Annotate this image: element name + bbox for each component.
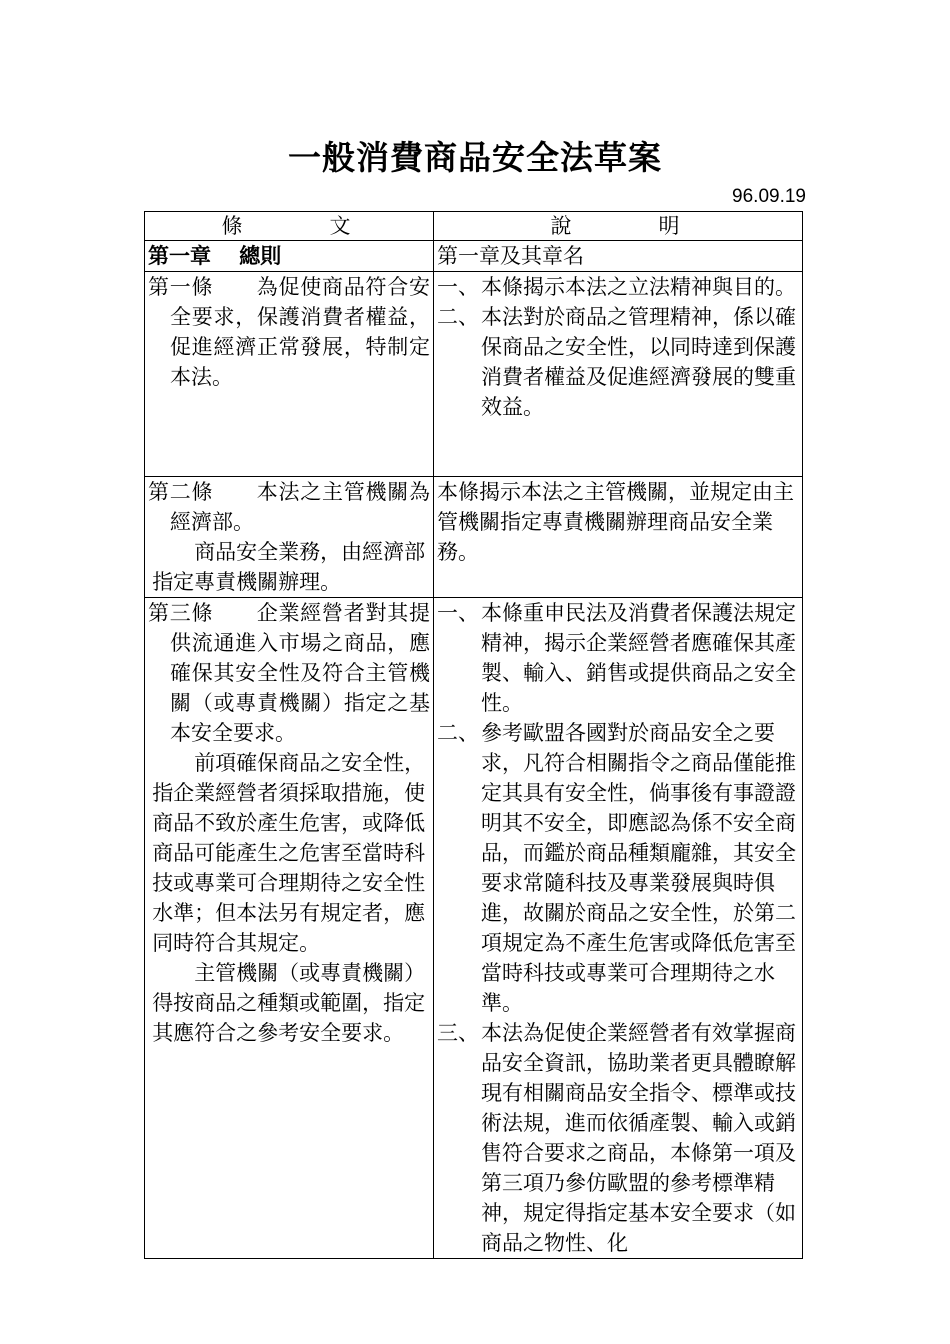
explanation-cell: [434, 477, 803, 598]
article-paragraph: 前項確保商品之安全性，指企業經營者須採取措施，使商品不致於產生危害，或降低商品可能產生之危害至當時科技或專業可合理期待之安全性水準；但本法另有規定者，應同時符合其規定。: [152, 751, 426, 955]
article-paragraph: 主管機關（或專責機關）得按商品之種類或範圍，指定其應符合之參考安全要求。: [152, 961, 426, 1045]
table-row: [145, 598, 803, 1259]
explanation-item: 二、 參考歐盟各國對於商品安全之要求，凡符合相關指令之商品僅能推定其具有安全性，倘事後有事證證明其不安全，即應認為係不安全商品，而鑑於商品種類龐雜，其安全要求常隨科技及專業發展與時俱進，故關於商品之安全性，於第二項規定為不產生危害或降低危害至當時科技或專業可合理期待之水準。: [437, 721, 796, 1015]
table-header-row: [145, 212, 803, 241]
comparison-table: [144, 211, 803, 1259]
explanation-cell: [434, 598, 803, 1259]
table-row: [145, 477, 803, 598]
chapter-explanation: 第一章及其章名: [434, 241, 803, 272]
explanation-item: 一、 本條重申民法及消費者保護法規定精神，揭示企業經營者應確保其產製、輸入、銷售或提供商品之安全性。: [437, 601, 796, 715]
explanation-item: 一、 本條揭示本法之立法精神與目的。: [437, 275, 796, 299]
article-text: 第二條 本法之主管機關為經濟部。: [148, 480, 430, 534]
header-provisions: 條 文: [145, 212, 434, 241]
table-row: [145, 272, 803, 477]
explanation-text: 本條揭示本法之主管機關，並規定由主管機關指定專責機關辦理商品安全業務。: [437, 480, 794, 564]
article-paragraph: 商品安全業務，由經濟部指定專責機關辦理。: [152, 540, 426, 594]
article-text: 第一條 為促使商品符合安全要求，保護消費者權益，促進經濟正常發展，特制定本法。: [148, 275, 430, 389]
explanation-cell: [434, 272, 803, 477]
article-text: 第三條 企業經營者對其提供流通進入市場之商品，應確保其安全性及符合主管機關（或專責機關）指定之基本安全要求。: [148, 601, 430, 745]
document-date: 96.09.19: [732, 186, 806, 207]
article-cell: [145, 477, 434, 598]
article-cell: [145, 598, 434, 1259]
article-cell: [145, 272, 434, 477]
document-title: 一般消費商品安全法草案: [288, 138, 662, 177]
chapter-title: 第一章 總則: [145, 241, 434, 272]
chapter-row: [145, 241, 803, 272]
explanation-item: 三、 本法為促使企業經營者有效掌握商品安全資訊，協助業者更具體瞭解現有相關商品安全指令、標準或技術法規，進而依循產製、輸入或銷售符合要求之商品，本條第一項及第三項乃參仿歐盟的參考標準精神，規定得指定基本安全要求（如商品之物性、化: [437, 1021, 796, 1255]
explanation-item: 二、 本法對於商品之管理精神，係以確保商品之安全性，以同時達到保護消費者權益及促進經濟發展的雙重效益。: [437, 305, 796, 419]
header-explanation: 說 明: [434, 212, 803, 241]
